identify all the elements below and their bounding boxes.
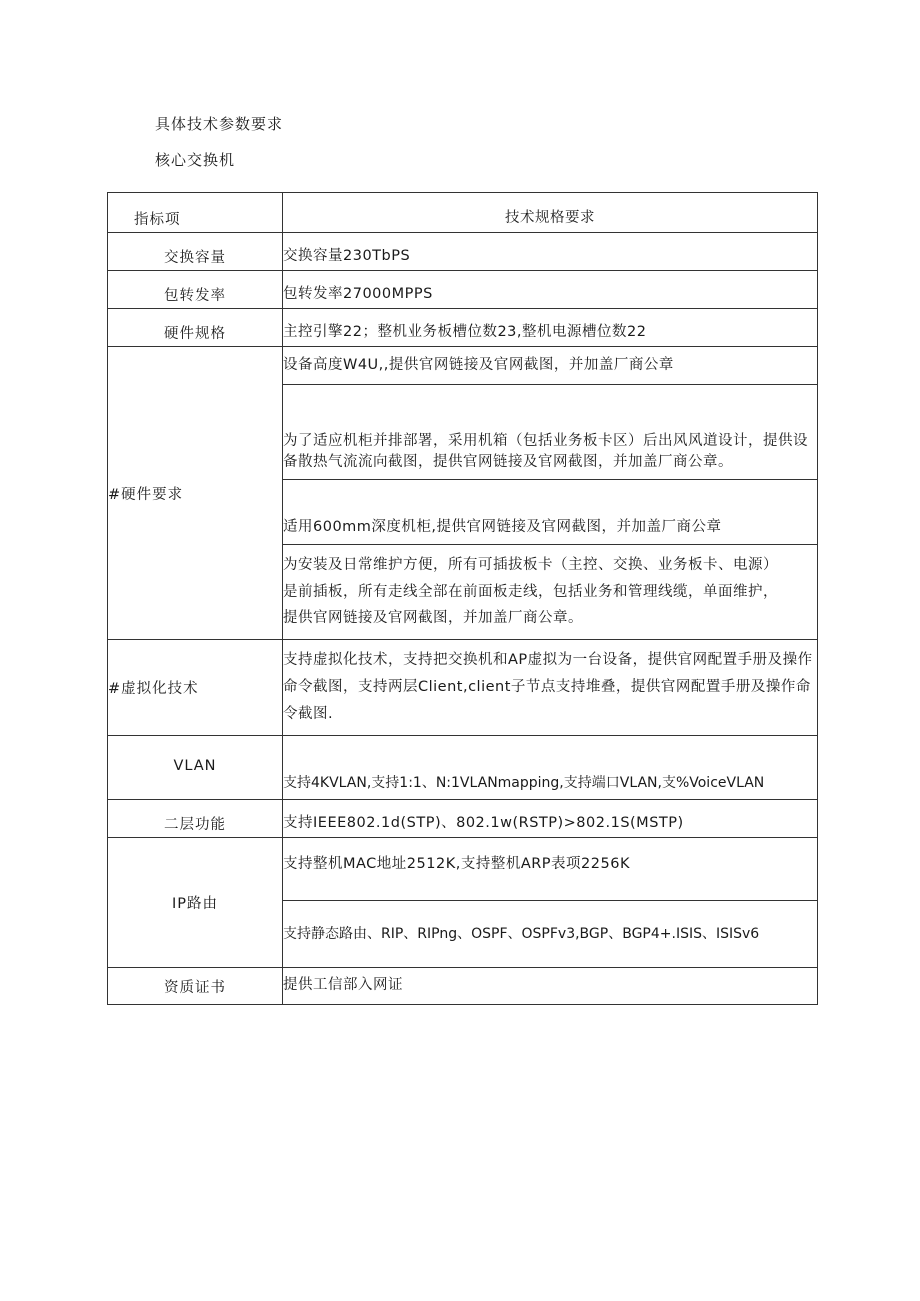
row-value: 支持虚拟化技术，支持把交换机和AP虚拟为一台设备，提供官网配置手册及操作命令截图，支持两层Client,client子节点支持堆叠，提供官网配置手册及操作命令截图. [283,640,818,736]
row-label: 交换容量 [108,233,283,271]
row-value: 包转发率27000MPPS [283,271,818,309]
row-label: IP路由 [108,838,283,968]
header-spec: 技术规格要求 [283,193,818,233]
table-row [108,309,818,347]
row-label: VLAN [108,736,283,800]
row-label: 包转发率 [108,271,283,309]
spec-table [107,192,818,1005]
row-value: 设备高度W4U,,提供官网链接及官网截图，并加盖厂商公章 [283,347,818,385]
row-value: 交换容量230TbPS [283,233,818,271]
table-row [108,271,818,309]
row-value: 支持IEEE802.1d(STP)、802.1w(RSTP)>802.1S(MSTP) [283,800,818,838]
row-value: 提供工信部入网证 [283,968,818,1005]
row-label: #硬件要求 [108,347,283,640]
row-label: 资质证书 [108,968,283,1005]
row-value: 主控引擎22；整机业务板槽位数23,整机电源槽位数22 [283,309,818,347]
header-indicator: 指标项 [108,193,283,233]
table-header-row [108,193,818,233]
subsection-heading: 核心交换机 [155,151,236,169]
row-value: 支持整机MAC地址2512K,支持整机ARP表项2256K [283,838,818,901]
table-row [108,968,818,1005]
table-row [108,347,818,385]
table-row [108,800,818,838]
table-row [108,736,818,800]
row-label: 硬件规格 [108,309,283,347]
row-value: 适用600mm深度机柜,提供官网链接及官网截图，并加盖厂商公章 [283,480,818,545]
row-label: 二层功能 [108,800,283,838]
row-label: #虚拟化技术 [108,640,283,736]
row-value: 为了适应机柜并排部署，采用机箱（包括业务板卡区）后出风风道设计，提供设备散热气流流向截图，提供官网链接及官网截图，并加盖厂商公章。 [283,385,818,480]
table-row [108,838,818,901]
table-row [108,233,818,271]
section-heading: 具体技术参数要求 [155,115,284,133]
table-row [108,640,818,736]
row-value: 支持4KVLAN,支持1:1、N:1VLANmapping,支持端口VLAN,支%VoiceVLAN [283,736,818,800]
row-value: 为安装及日常维护方便，所有可插拔板卡（主控、交换、业务板卡、电源）是前插板，所有走线全部在前面板走线，包括业务和管理线缆，单面维护，提供官网链接及官网截图，并加盖厂商公章。 [283,545,818,640]
row-value: 支持静态路由、RIP、RIPng、OSPF、OSPFv3,BGP、BGP4+.ISIS、ISISv6 [283,901,818,968]
